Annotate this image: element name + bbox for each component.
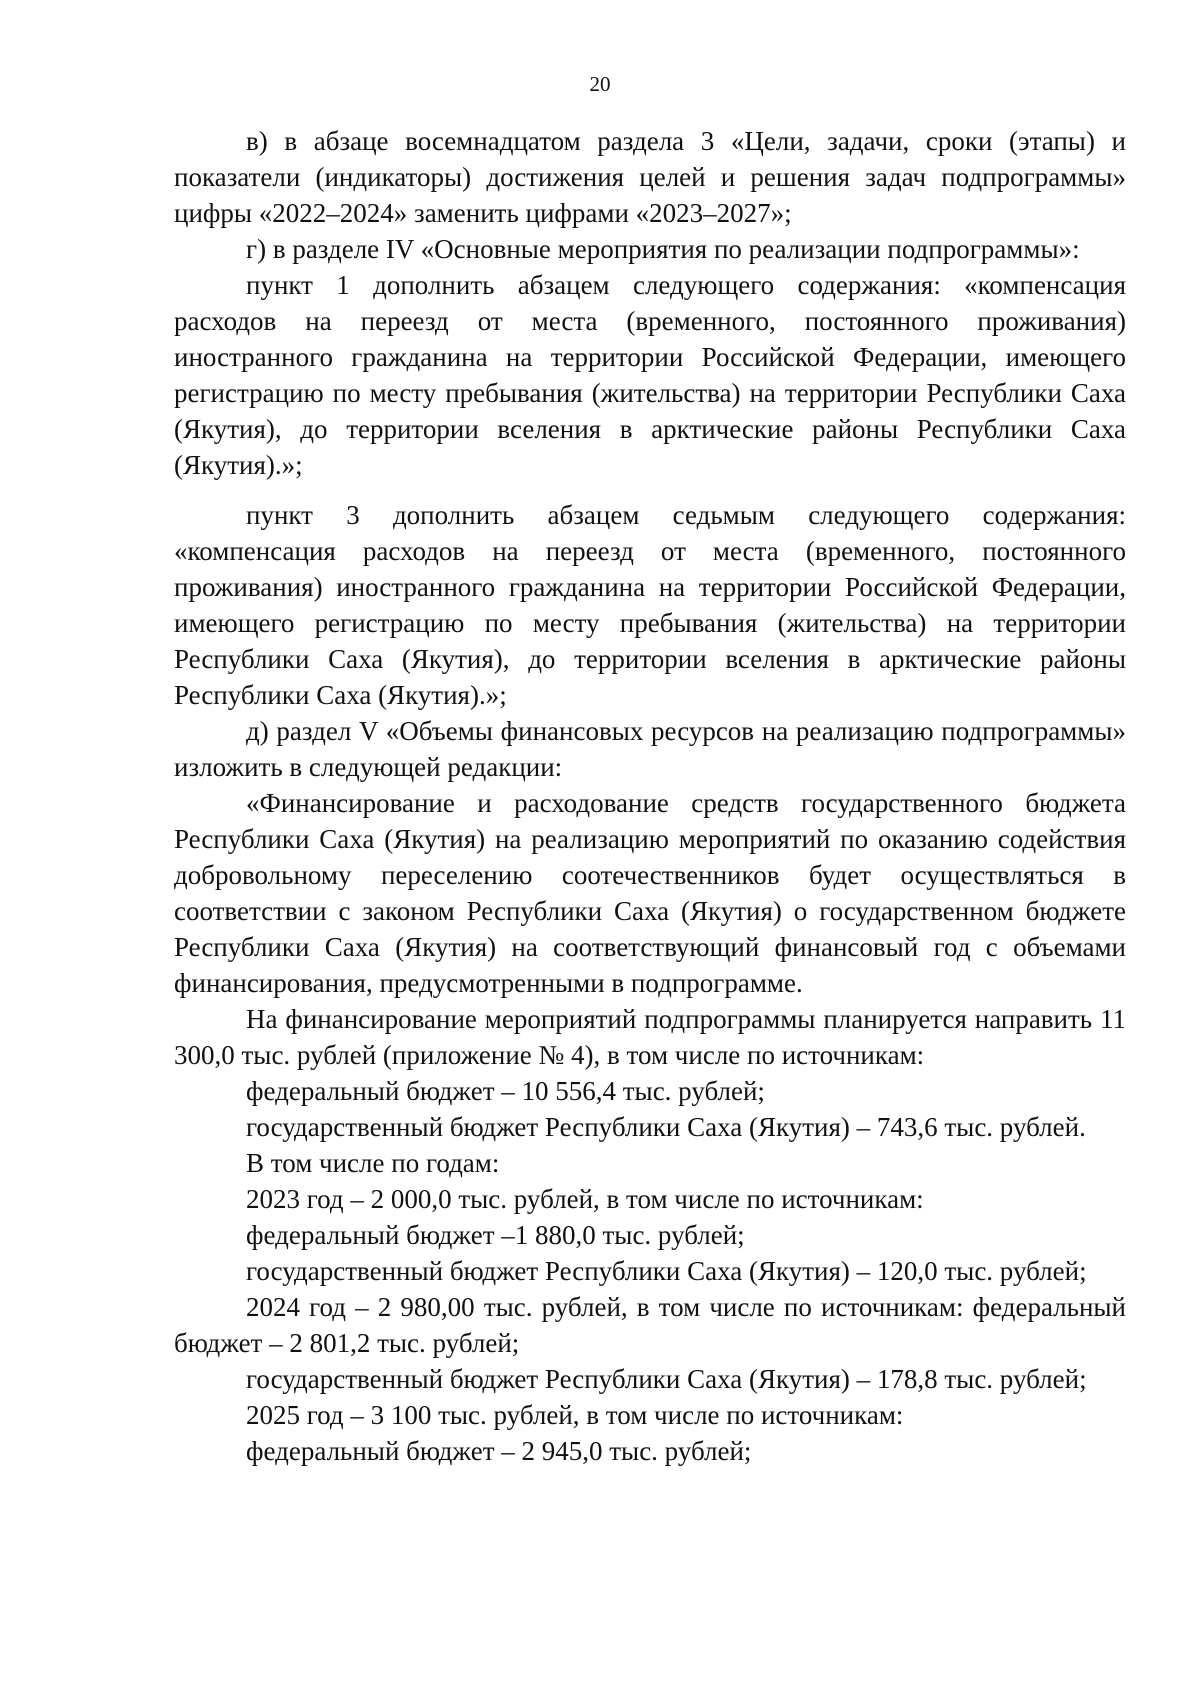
paragraph-federal-total: федеральный бюджет – 10 556,4 тыс. рублей; — [246, 1076, 765, 1106]
paragraph-2023-total: 2023 год – 2 000,0 тыс. рублей, в том числе по источникам: — [246, 1184, 924, 1214]
paragraph-by-years: В том числе по годам: — [246, 1148, 500, 1178]
paragraph-2024-state: государственный бюджет Республики Саха (Якутия) – 178,8 тыс. рублей; — [246, 1364, 1087, 1394]
paragraph-amendment-d: д) раздел V «Объемы финансовых ресурсов на реализацию подпрограммы» изложить в следующей редакции: — [174, 716, 1126, 782]
paragraph-2023-state: государственный бюджет Республики Саха (Якутия) – 120,0 тыс. рублей; — [246, 1256, 1087, 1286]
paragraph-amendment-g: г) в разделе IV «Основные мероприятия по реализации подпрограммы»: — [246, 234, 1080, 264]
paragraph-2024-total: 2024 год – 2 980,00 тыс. рублей, в том числе по источникам: федеральный бюджет – 2 801,2 тыс. рублей; — [174, 1292, 1126, 1358]
paragraph-total-funding: На финансирование мероприятий подпрограммы планируется направить 11 300,0 тыс. рублей (приложение № 4), в том числе по источникам: — [174, 1004, 1126, 1070]
paragraph-item-1: пункт 1 дополнить абзацем следующего содержания: «компенсация расходов на переезд от места (временного, постоянного проживания) иностранного гражданина на территории Российской Федерации, имеющего регистрацию по месту пребывания (жительства) на территории Республики Саха (Якутия), до территории вселения в арктические районы Республики Саха (Якутия).»; — [174, 270, 1126, 480]
page-number: 20 — [589, 72, 611, 96]
document-body — [174, 123, 1126, 1469]
paragraph-2023-federal: федеральный бюджет –1 880,0 тыс. рублей; — [246, 1220, 745, 1250]
paragraph-2025-federal: федеральный бюджет – 2 945,0 тыс. рублей; — [246, 1436, 752, 1466]
paragraph-amendment-v: в) в абзаце восемнадцатом раздела 3 «Цели, задачи, сроки (этапы) и показатели (индикаторы) достижения целей и решения задач подпрограммы» цифры «2022–2024» заменить цифрами «2023–2027»; — [174, 126, 1126, 228]
paragraph-financing: «Финансирование и расходование средств государственного бюджета Республики Саха (Якутия) на реализацию мероприятий по оказанию содействия добровольному переселению соотечественников будет осуществляться в соответствии с законом Республики Саха (Якутия) о государственном бюджете Республики Саха (Якутия) на соответствующий финансовый год с объемами финансирования, предусмотренными в подпрограмме. — [174, 788, 1126, 998]
paragraph-state-total: государственный бюджет Республики Саха (Якутия) – 743,6 тыс. рублей. — [246, 1112, 1086, 1142]
paragraph-item-3: пункт 3 дополнить абзацем седьмым следующего содержания: «компенсация расходов на переезд от места (временного, постоянного проживания) иностранного гражданина на территории Российской Федерации, имеющего регистрацию по месту пребывания (жительства) на территории Республики Саха (Якутия), до территории вселения в арктические районы Республики Саха (Якутия).»; — [174, 500, 1126, 710]
paragraph-2025-total: 2025 год – 3 100 тыс. рублей, в том числе по источникам: — [246, 1400, 904, 1430]
